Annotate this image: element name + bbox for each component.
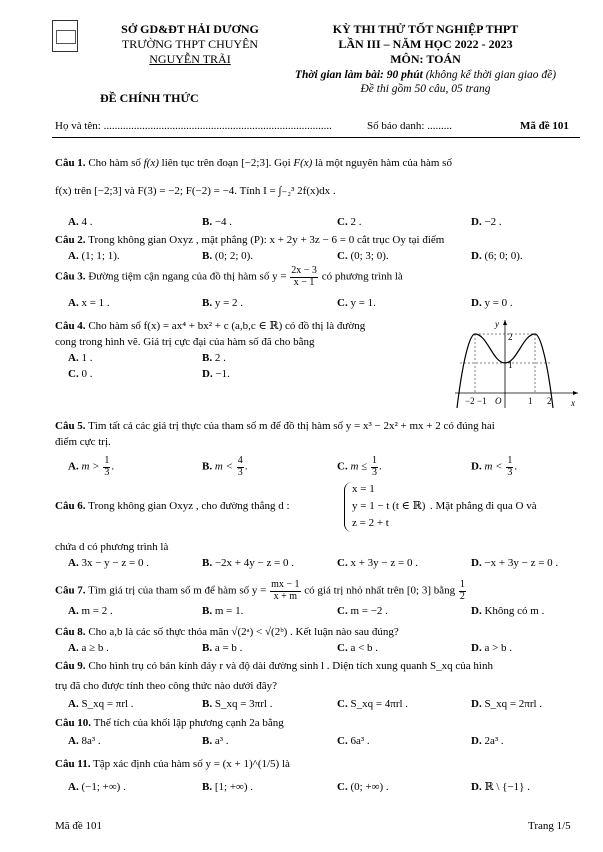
question-2: Câu 2. Trong không gian Oxyz , mặt phẳng (P): x + 2y + 3z − 6 = 0 cắt trục Oy tại điểm — [55, 234, 445, 246]
q10-option-a: A. 8a³ . — [68, 735, 101, 747]
q11-option-b: B. [1; +∞) . — [202, 781, 254, 793]
q10-option-d: D. 2a³ . — [471, 735, 504, 747]
question-4: Câu 4. Cho hàm số f(x) = ax⁴ + bx² + c (a,b,c ∈ ℝ) có đồ thị là đường — [55, 320, 366, 332]
q4-option-d: D. −1. — [202, 368, 230, 380]
graph-y-label: y — [495, 319, 499, 329]
q1-option-a: A. 4 . — [68, 216, 93, 228]
question-4-line-2: cong trong hình vẽ. Giá trị cực đại của hàm số đã cho bằng — [55, 336, 315, 348]
official-label: ĐỀ CHÍNH THỨC — [100, 91, 199, 105]
q3-option-c: C. y = 1. — [337, 297, 376, 309]
name-field: Họ và tên: ................................................................................... — [55, 120, 332, 132]
graph-label-2: 2 — [508, 332, 513, 342]
q1-option-c: C. 2 . — [337, 216, 362, 228]
q7-option-d: D. Không có m . — [471, 605, 545, 617]
subject: MÔN: TOÁN — [390, 52, 461, 66]
q8-option-d: D. a > b . — [471, 642, 513, 654]
q2-option-b: B. (0; 2; 0). — [202, 250, 254, 262]
header-right — [268, 22, 583, 97]
footer-page-number: Trang 1/5 — [528, 820, 571, 832]
q4-option-c: C. 0 . — [68, 368, 93, 380]
question-5-line-2: điểm cực trị. — [55, 436, 111, 448]
header-left — [95, 22, 285, 67]
q11-option-a: A. (−1; +∞) . — [68, 781, 126, 793]
time-label: Thời gian làm bài: 90 phút — [294, 69, 423, 81]
q8-option-c: C. a < b . — [337, 642, 379, 654]
graph-origin: O — [495, 396, 502, 406]
school-name-2: NGUYỄN TRÃI — [149, 52, 231, 66]
function-graph — [455, 318, 580, 410]
candidate-number-field: Số báo danh: ......... — [367, 120, 452, 132]
question-9-line-2: trụ đã cho được tính theo công thức nào dưới đây? — [55, 680, 277, 692]
q9-option-a: A. S_xq = πrl . — [68, 698, 134, 710]
q4-option-a: A. 1 . — [68, 352, 93, 364]
department-name: SỞ GD&ĐT HẢI DƯƠNG — [121, 22, 259, 36]
question-6-line-2: chứa d có phương trình là — [55, 541, 169, 553]
graph-label-1: 1 — [508, 360, 513, 370]
pages-note: Đề thi gồm 50 câu, 05 trang — [360, 83, 491, 96]
q1-option-b: B. −4 . — [202, 216, 233, 228]
q8-option-b: B. a = b . — [202, 642, 243, 654]
q10-option-c: C. 6a³ . — [337, 735, 370, 747]
graph-tick-neg1: −1 — [477, 396, 487, 406]
q5-option-a: A. m > $\frac{1}{3}$ . — [68, 455, 115, 478]
divider — [52, 137, 580, 138]
question-8: Câu 8. Cho a,b là các số thực thỏa mãn √(2ᵃ) < √(2ᵇ) . Kết luận nào sau đúng? — [55, 626, 399, 638]
question-1: Câu 1. Cho hàm số f(x) liên tục trên đoạn [−2;3]. Gọi F(x) là một nguyên hàm của hàm số — [55, 157, 452, 169]
q3-option-a: A. x = 1 . — [68, 297, 110, 309]
system-line-3: z = 2 + t — [352, 517, 389, 529]
q1-option-d: D. −2 . — [471, 216, 502, 228]
q7-option-c: C. m = −2 . — [337, 605, 388, 617]
q8-option-a: A. a ≥ b . — [68, 642, 109, 654]
q11-option-d: D. ℝ \ {−1} . — [471, 781, 530, 793]
q4-option-b: B. 2 . — [202, 352, 226, 364]
q5-option-c: C. m ≤ $\frac{1}{3}$ . — [337, 455, 382, 478]
q9-option-b: B. S_xq = 3πrl . — [202, 698, 273, 710]
exam-title: KỲ THI THỬ TỐT NGHIỆP THPT — [332, 22, 519, 36]
school-logo-icon — [52, 20, 78, 52]
graph-x-label: x — [571, 398, 575, 408]
q7-option-a: A. m = 2 . — [68, 605, 113, 617]
school-name: TRƯỜNG THPT CHUYÊN — [121, 37, 259, 51]
system-line-2: y = 1 − t (t ∈ ℝ) — [352, 500, 426, 512]
q2-option-c: C. (0; 3; 0). — [337, 250, 389, 262]
footer-exam-code: Mã đề 101 — [55, 820, 103, 832]
system-line-1: x = 1 — [352, 483, 375, 495]
question-5: Câu 5. Tìm tất cả các giá trị thực của tham số m để đồ thị hàm số y = x³ − 2x² + mx + 2 có đúng hai — [55, 420, 495, 432]
question-9: Câu 9. Cho hình trụ có bán kính đáy r và độ dài đường sinh l . Diện tích xung quanh S_xq của hình — [55, 660, 493, 672]
q9-option-c: C. S_xq = 4πrl . — [337, 698, 409, 710]
q5-option-b: B. m < $\frac{4}{3}$ . — [202, 455, 248, 478]
q6-option-b: B. −2x + 4y − z = 0 . — [202, 557, 295, 569]
time-note: (không kể thời gian giao đề) — [422, 69, 557, 81]
q3-option-b: B. y = 2 . — [202, 297, 244, 309]
question-6: Câu 6. Trong không gian Oxyz , cho đường thẳng d : — [55, 500, 290, 512]
question-1-line-2: f(x) trên [−2;3] và F(3) = −2; F(−2) = −4. Tính I = ∫₋₂³ 2f(x)dx . — [55, 185, 336, 197]
q6-option-d: D. −x + 3y − z = 0 . — [471, 557, 559, 569]
q6-option-a: A. 3x − y − z = 0 . — [68, 557, 149, 569]
q3-option-d: D. y = 0 . — [471, 297, 513, 309]
q2-option-d: D. (6; 0; 0). — [471, 250, 523, 262]
q2-option-a: A. (1; 1; 1). — [68, 250, 120, 262]
graph-tick-neg2: −2 — [465, 396, 475, 406]
candidate-row — [55, 120, 580, 136]
graph-tick-2: 2 — [547, 396, 552, 406]
graph-tick-1: 1 — [528, 396, 533, 406]
q5-option-d: D. m < $\frac{1}{3}$ . — [471, 455, 518, 478]
question-11: Câu 11. Tập xác định của hàm số y = (x + 1)^(1/5) là — [55, 758, 290, 770]
question-6-tail: . Mặt phẳng đi qua O và — [430, 500, 537, 512]
q10-option-b: B. a³ . — [202, 735, 229, 747]
question-3: Câu 3. Đường tiệm cận ngang của đồ thị hàm số y = $\frac{2x - 3}{x - 1}$ có phương trình là — [55, 265, 403, 288]
q11-option-c: C. (0; +∞) . — [337, 781, 389, 793]
q9-option-d: D. S_xq = 2πrl . — [471, 698, 543, 710]
question-10: Câu 10. Thể tích của khối lập phương cạnh 2a bằng — [55, 717, 284, 729]
q6-option-c: C. x + 3y − z = 0 . — [337, 557, 418, 569]
question-7: Câu 7. Tìm giá trị của tham số m để hàm số y = $\frac{mx - 1}{x + m}$ có giá trị nhỏ nhất trên [0; 3] bằng $\frac{1}{2}$ — [55, 579, 465, 602]
exam-round: LẦN III – NĂM HỌC 2022 - 2023 — [338, 37, 513, 51]
q7-option-b: B. m = 1. — [202, 605, 244, 617]
exam-code: Mã đề 101 — [520, 120, 569, 132]
